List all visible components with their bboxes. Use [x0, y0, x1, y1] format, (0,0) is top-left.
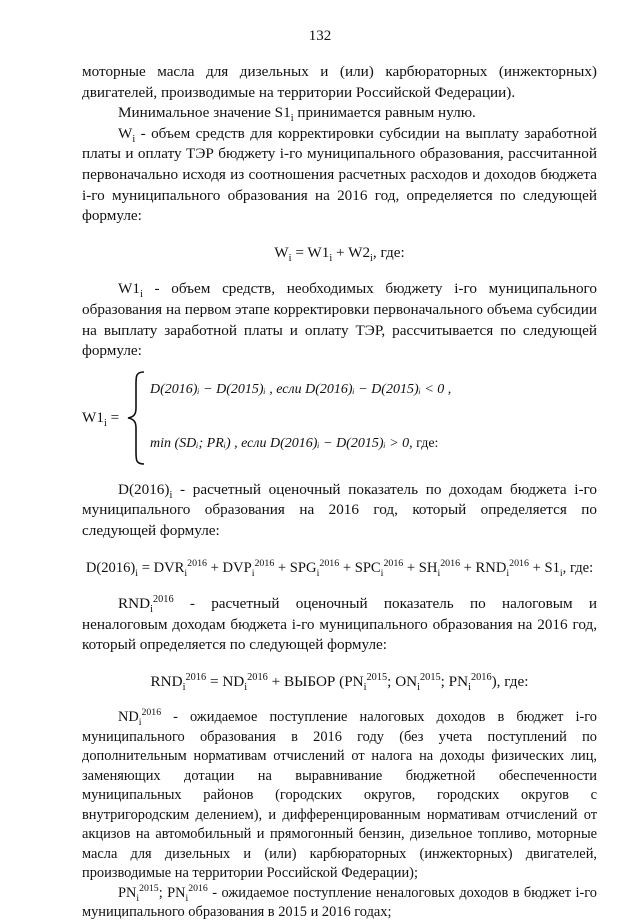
text-segment: принимается равным нулю. — [293, 104, 476, 122]
superscript: 2016 — [440, 557, 461, 569]
text-segment: - ожидаемое поступление налоговых доходов в бюджет i-го муниципального образования в 2016 году (без учета поступлений по дополнительным нормативам отчислений от налога на доходы физических лиц, заменяющих дотации на выравнивание бюджетной обеспеченности муниципальных районов (городских округов, городских округов с внутригородским делением), и дифференцированным нормативам отчислений от акцизов на автомобильный и прямогонный бензин, дизельное топливо, моторные масла для дизельных и (или) карбюраторных (инжекторных) двигателей, производимые на территории Российской Федерации); — [82, 709, 597, 882]
formula-term: W1 — [82, 408, 104, 426]
formula-term: = ND — [206, 672, 245, 690]
subscript: i — [316, 567, 320, 579]
formula-term: ), где: — [491, 672, 529, 690]
formula-term: RND — [150, 672, 183, 690]
formula-term: D(2016) — [85, 559, 136, 576]
formula-term: + SH — [403, 559, 438, 576]
paragraph-wi-definition — [82, 124, 597, 227]
subscript: i — [135, 567, 139, 579]
term: ND — [118, 709, 139, 726]
text-segment: - объем средств для корректировки субсидии на выплату заработной платы и оплату ТЭР бюджету i-го муниципального образования, рассчитанной первоначально исходя из соотношения расчетных расходов и доходов бюджета i-го муниципального образования на 2016 год, определяется по следующей формуле: — [82, 124, 597, 225]
formula-term: + W2 — [332, 243, 371, 261]
subscript: i — [244, 681, 248, 693]
term: RND — [118, 595, 151, 613]
subscript: i — [132, 133, 136, 145]
subscript: i — [506, 567, 510, 579]
text-segment: Минимальное значение S1 — [118, 104, 291, 122]
text-segment: - расчетный оценочный показатель по налоговым и неналоговым доходам бюджета i-го муниципального образования на 2016 год, который определяется по следующей формуле: — [82, 595, 597, 654]
page-number: 132 — [308, 28, 332, 44]
superscript: 2016 — [254, 557, 275, 569]
subscript: i — [288, 252, 292, 264]
formula-term: , где: — [372, 243, 405, 261]
superscript: 2016 — [141, 707, 162, 719]
term: PN — [118, 884, 137, 901]
formula-wi — [82, 243, 597, 264]
formula-lhs — [82, 408, 119, 429]
superscript: 2016 — [319, 557, 340, 569]
subscript: i — [370, 252, 373, 264]
subscript: i — [417, 681, 420, 693]
subscript: i — [251, 567, 255, 579]
formula-term: + ВЫБОР (PN — [267, 672, 364, 690]
formula-term: = DVR — [138, 559, 185, 576]
term: W1 — [118, 280, 140, 298]
document-body — [82, 62, 597, 923]
subscript: i — [103, 417, 107, 429]
formula-w1i-piecewise — [82, 368, 597, 472]
term: ; PN — [158, 884, 186, 901]
superscript: 2016 — [188, 883, 208, 895]
formula-term: где: — [412, 435, 439, 451]
formula-term: + DVP — [206, 559, 252, 576]
formula-case-2 — [150, 434, 438, 455]
formula-term: min (SDᵢ; PRᵢ) , если D(2016)ᵢ − D(2015)ᵢ > 0, — [150, 435, 413, 451]
superscript: 2016 — [509, 557, 529, 569]
subscript: i — [139, 289, 143, 301]
superscript: 2016 — [247, 671, 268, 683]
subscript: i — [138, 717, 142, 729]
superscript: 2016 — [187, 557, 207, 569]
formula-term: + SPC — [339, 559, 381, 576]
paragraph-d2016-definition — [82, 480, 597, 542]
formula-d2016 — [82, 558, 597, 579]
subscript: i — [150, 604, 153, 616]
formula-term: W — [274, 243, 289, 261]
superscript: 2016 — [470, 671, 492, 683]
superscript: 2015 — [420, 671, 441, 683]
subscript: i — [559, 567, 563, 579]
formula-term: = W1 — [291, 243, 330, 261]
formula-term: ; ON — [387, 672, 418, 690]
subscript: i — [290, 113, 294, 125]
text-segment: - ожидаемое поступление неналоговых доходов в бюджет i-го муниципального образования в 2015 и 2016 годах; — [82, 884, 597, 921]
formula-term: + SPG — [274, 559, 317, 576]
term: W — [118, 124, 133, 142]
paragraph-continuation: моторные масла для дизельных и (или) карбюраторных (инжекторных) двигателей, производимые на территории Российской Федерации). — [82, 63, 597, 101]
superscript: 2015 — [139, 883, 159, 895]
formula-term: + RND — [460, 559, 507, 576]
superscript: 2016 — [383, 557, 404, 569]
subscript: i — [363, 681, 367, 693]
paragraph-rnd-definition — [82, 594, 597, 656]
paragraph-minimum-s1 — [82, 103, 597, 124]
subscript: i — [185, 892, 189, 904]
subscript: i — [136, 892, 140, 904]
text-segment: - объем средств, необходимых бюджету i-го муниципального образования на первом этапе корректировки первоначального объема субсидии на выплату заработной платы и оплату ТЭР, рассчитывается по следующей формуле: — [82, 280, 597, 360]
formula-term: + S1 — [528, 559, 560, 576]
superscript: 2016 — [185, 671, 207, 683]
paragraph-nd-definition — [82, 708, 597, 884]
subscript: i — [380, 567, 384, 579]
paragraph-w1i-definition — [82, 279, 597, 361]
curly-brace-icon — [126, 370, 146, 466]
subscript: i — [184, 567, 188, 579]
formula-case-1: D(2016)ᵢ − D(2015)ᵢ , если D(2016)ᵢ − D(2015)ᵢ < 0 , — [150, 381, 452, 397]
text-segment: - расчетный оценочный показатель по доходам бюджета i-го муниципального образования на 2016 год, который определяется по следующей формуле: — [82, 480, 597, 539]
subscript: i — [169, 489, 173, 501]
superscript: 2015 — [366, 671, 388, 683]
term: D(2016) — [118, 480, 170, 498]
subscript: i — [468, 681, 471, 693]
formula-term: ; PN — [440, 672, 469, 690]
formula-term: = — [106, 408, 120, 426]
formula-term: , где: — [562, 559, 594, 576]
subscript: i — [437, 567, 441, 579]
subscript: i — [182, 681, 186, 693]
subscript: i — [329, 252, 333, 264]
superscript: 2016 — [152, 594, 174, 606]
formula-rnd — [82, 672, 597, 693]
paragraph-pn-definition — [82, 884, 597, 923]
